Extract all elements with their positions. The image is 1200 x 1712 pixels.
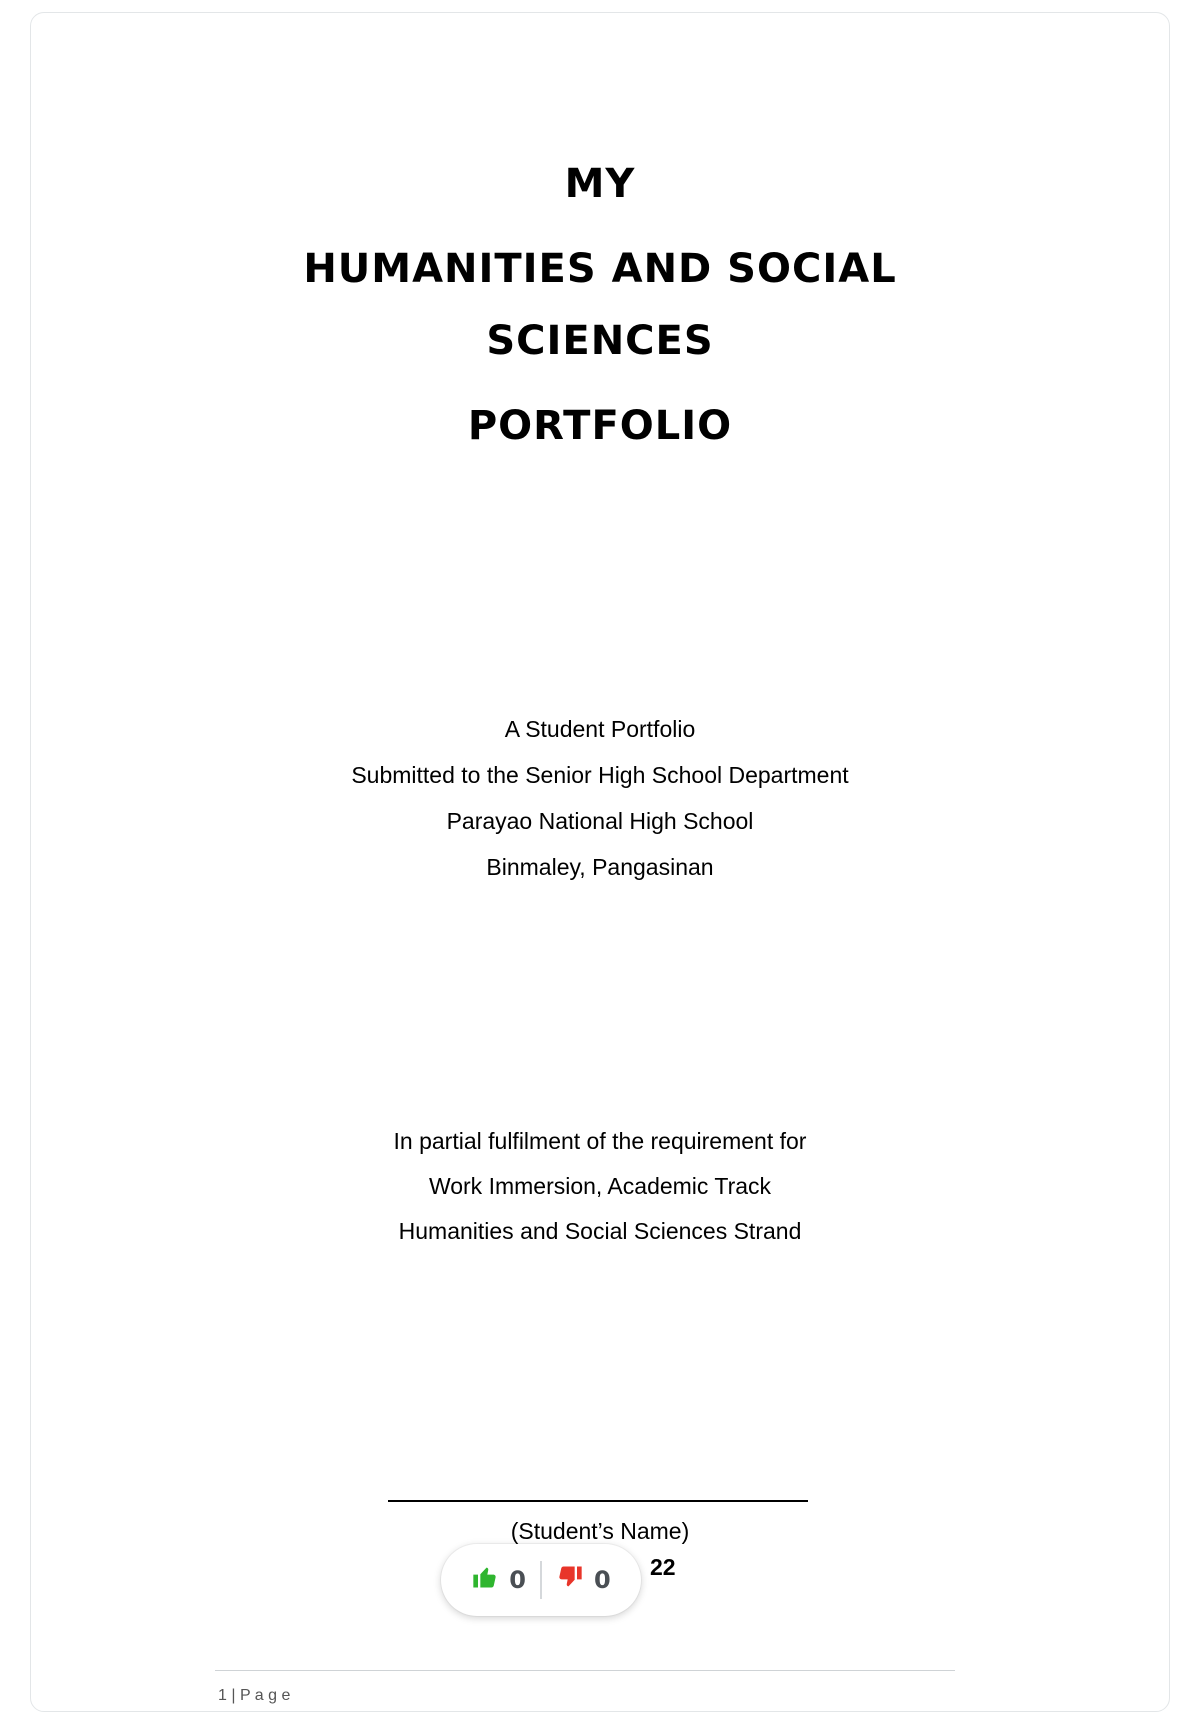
document-page [30, 12, 1170, 1712]
submission-line-2: Submitted to the Senior High School Department [351, 762, 849, 788]
requirement-line-1: In partial fulfilment of the requirement for [393, 1128, 807, 1154]
thumbs-down-icon [556, 1563, 584, 1597]
requirement-line-2: Work Immersion, Academic Track [428, 1173, 772, 1199]
like-button[interactable] [457, 1563, 540, 1597]
submission-line-4: Binmaley, Pangasinan [486, 854, 714, 880]
title-line-3: SCIENCES [486, 318, 714, 364]
signature-line [388, 1500, 808, 1502]
school-year-text: 22 [650, 1554, 676, 1580]
requirement-line-3: Humanities and Social Sciences Strand [398, 1218, 802, 1244]
submission-line-3: Parayao National High School [446, 808, 754, 834]
dislike-button[interactable] [542, 1563, 625, 1597]
submission-line-1: A Student Portfolio [504, 716, 696, 742]
title-line-2: HUMANITIES AND SOCIAL [303, 246, 897, 292]
thumbs-up-icon [471, 1563, 499, 1597]
vote-widget [441, 1544, 641, 1616]
title-line-1: MY [564, 161, 636, 207]
footer-divider [215, 1670, 955, 1671]
like-count: 0 [509, 1566, 526, 1594]
title-line-4: PORTFOLIO [467, 403, 733, 449]
page-number-footer: 1 | P a g e [218, 1687, 291, 1704]
dislike-count: 0 [594, 1566, 611, 1594]
student-name-label: (Student’s Name) [510, 1518, 690, 1544]
